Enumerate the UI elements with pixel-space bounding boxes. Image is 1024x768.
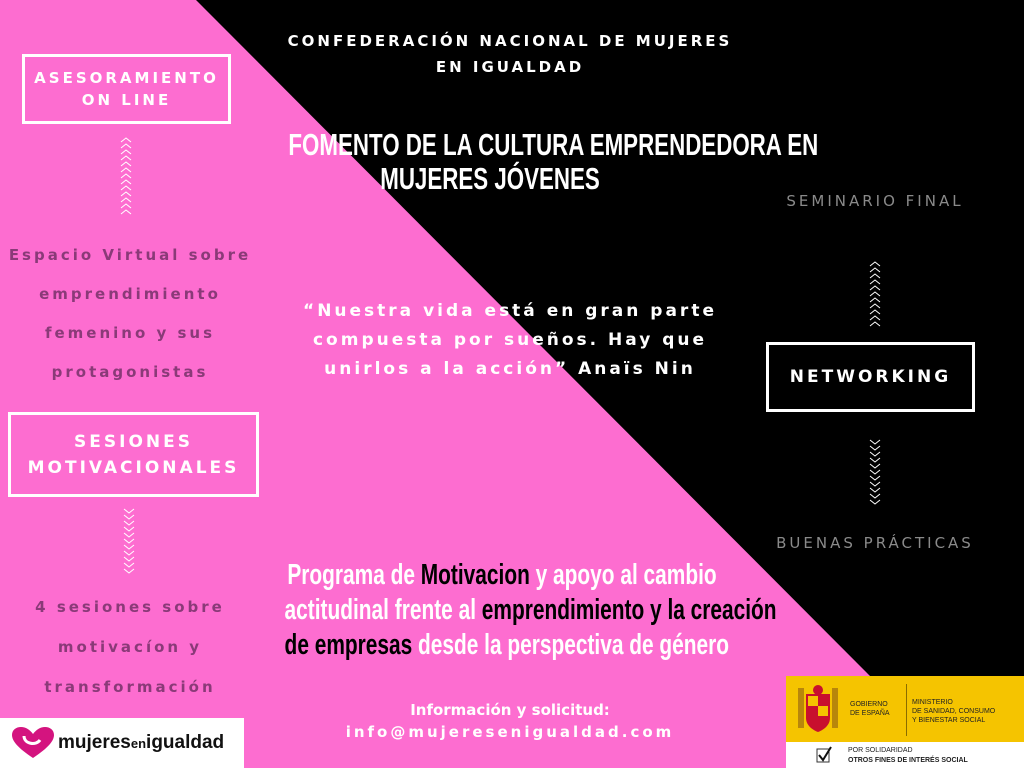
text1-line2: emprendimiento — [39, 285, 221, 303]
ministerio-text — [912, 698, 995, 725]
quote-line2: compuesta por sueños. Hay que — [312, 330, 708, 350]
ministerio-line3: Y BIENESTAR SOCIAL — [912, 717, 986, 724]
title-line-1: FOMENTO DE LA CULTURA EMPRENDEDORA EN — [288, 127, 819, 162]
asesoramiento-line2: ON LINE — [81, 91, 172, 109]
text2-line2: motivacíon y — [57, 638, 203, 656]
gobierno-line2: DE ESPAÑA — [850, 710, 890, 717]
solidaridad-line1: POR SOLIDARIDAD — [848, 747, 913, 754]
government-logo — [786, 676, 1024, 768]
organization-name: CONFEDERACIÓN NACIONAL DE MUJERES EN IGUALDAD — [287, 32, 733, 76]
chevron-down-icon — [122, 507, 136, 575]
program-l3b: desde la perspectiva de género — [412, 629, 730, 661]
solidaridad-text — [848, 746, 968, 766]
text1-line4: protagonistas — [51, 363, 209, 381]
heart-icon — [10, 726, 56, 760]
sesiones-box — [8, 412, 259, 497]
networking-label: NETWORKING — [789, 367, 952, 387]
logo-text-a: mujeres — [58, 732, 131, 753]
checkbox-icon — [816, 746, 832, 764]
sesiones-line1: SESIONES — [74, 431, 193, 452]
chevron-down-icon — [868, 438, 882, 506]
program-l1a: Programa de — [287, 559, 421, 591]
seminario-final-label: SEMINARIO FINAL — [786, 192, 964, 210]
text1-line3: femenino y sus — [44, 324, 216, 342]
text1-line1: Espacio Virtual sobre — [8, 246, 252, 264]
program-line3 — [284, 628, 730, 663]
quote-line1: “Nuestra vida está en gran parte — [303, 301, 717, 321]
logo-text-b: en — [130, 736, 147, 751]
title-line-2: MUJERES JÓVENES — [380, 161, 600, 196]
program-description — [200, 558, 804, 663]
program-l1b: Motivacion — [420, 559, 530, 591]
asesoramiento-box — [22, 54, 231, 124]
program-l1c: y apoyo al cambio — [529, 559, 717, 591]
text2-line1: 4 sesiones sobre — [35, 598, 225, 616]
asesoramiento-line1: ASESORAMIENTO — [34, 69, 219, 87]
gov-divider — [906, 684, 907, 736]
networking-box — [766, 342, 975, 412]
gobierno-text — [850, 700, 890, 718]
page-title — [210, 127, 819, 196]
quote-line3: unirlos a la acción” Anaïs Nin — [324, 359, 696, 379]
contact-label: Información y solicitud: — [410, 701, 610, 719]
ministerio-line2: DE SANIDAD, CONSUMO — [912, 708, 996, 715]
program-l2a: actitudinal frente al — [284, 594, 482, 626]
contact-email-link[interactable]: info@mujeresenigualdad.com — [345, 723, 675, 741]
text2-line3: transformación — [44, 678, 216, 696]
solidaridad-line2: OTROS FINES DE INTERÉS SOCIAL — [848, 757, 968, 764]
program-l3a: de empresas — [284, 629, 413, 661]
coat-of-arms-icon — [796, 682, 840, 736]
gobierno-line1: GOBIERNO — [850, 701, 888, 708]
program-line1 — [285, 558, 720, 593]
chevron-up-icon — [119, 136, 133, 218]
logo-text-c: igualdad — [146, 732, 225, 753]
program-line2 — [284, 593, 777, 628]
quote-text — [290, 297, 730, 384]
mujeres-en-igualdad-logo — [0, 718, 244, 768]
sesiones-line2: MOTIVACIONALES — [27, 457, 240, 478]
espacio-virtual-text — [0, 236, 260, 392]
chevron-up-icon — [868, 260, 882, 328]
ministerio-line1: MINISTERIO — [912, 699, 953, 706]
buenas-practicas-label: BUENAS PRÁCTICAS — [776, 534, 974, 552]
program-l2b: emprendimiento y la creación — [481, 594, 777, 626]
